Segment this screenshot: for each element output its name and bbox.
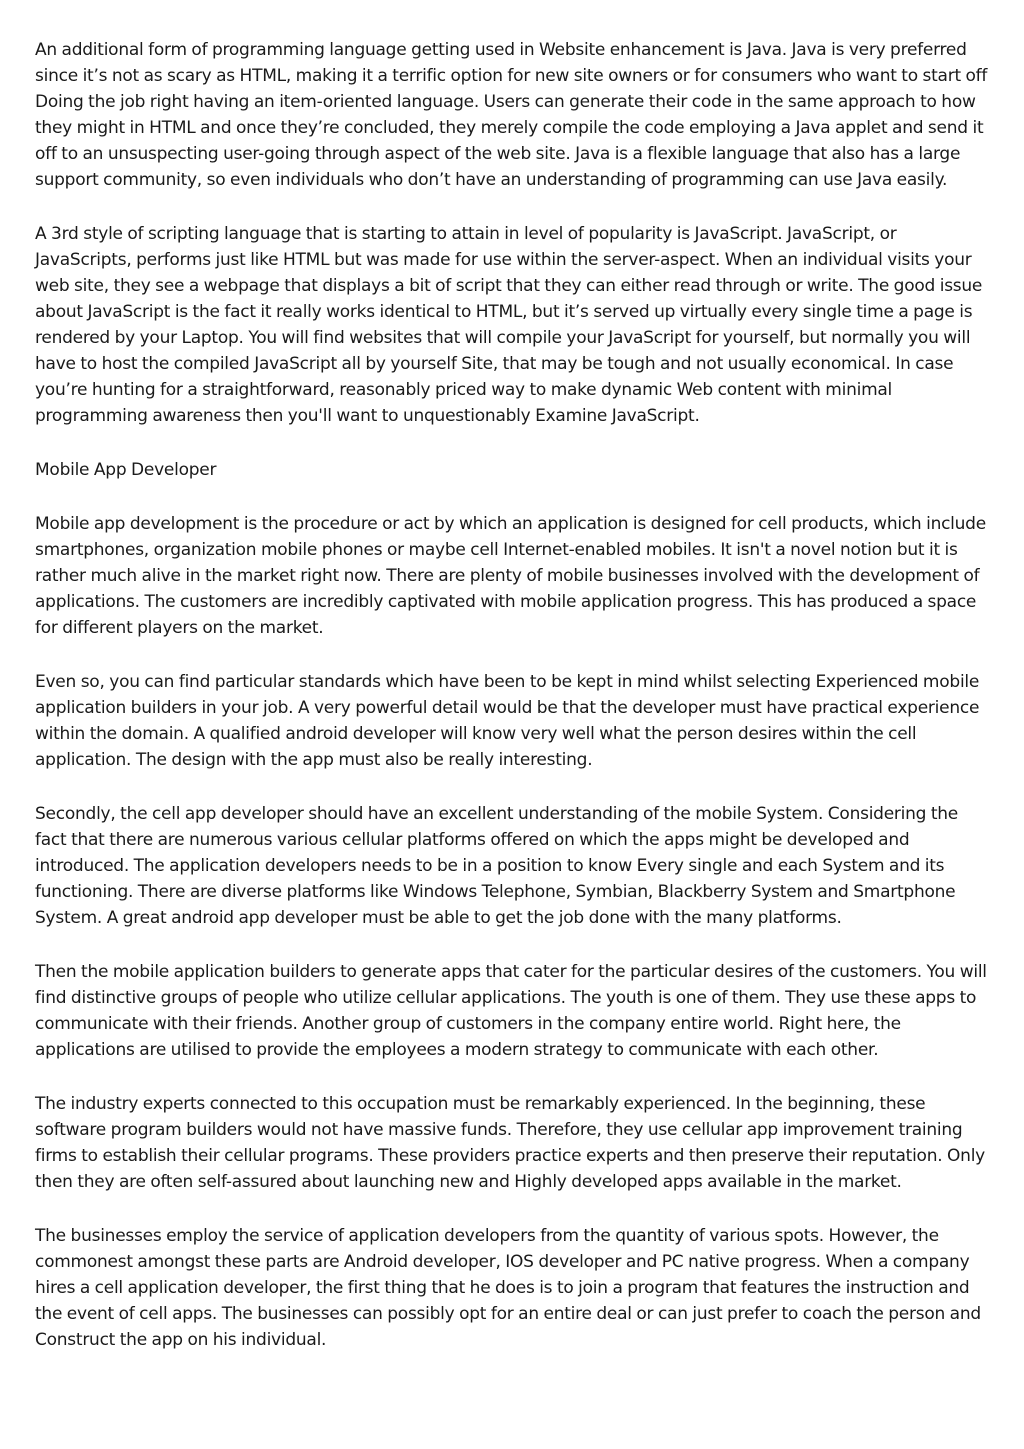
paragraph-java: An additional form of programming language getting used in Website enhancement is Java. Java is very preferred since it’s not as scary as HTML, making it a terrific option for new site owners or for consumers who want to start off Doing the job right having an item-oriented language. Users can generate their code in the same approach to how they might in HTML and once they’re concluded, they merely compile the code employing a Java applet and send it off to an unsuspecting user-going through aspect of the web site. Java is a flexible language that also has a large support community, so even individuals who don’t have an understanding of programming can use Java easily. bbox=[35, 40, 988, 190]
paragraph-businesses: The businesses employ the service of application developers from the quantity of various spots. However, the commonest amongst these parts are Android developer, IOS developer and PC native progress. When a company hires a cell application developer, the first thing that he does is to join a program that features the instruction and the event of cell apps. The businesses can possibly opt for an entire deal or can just prefer to coach the person and Construct the app on his individual. bbox=[35, 1226, 981, 1350]
paragraph-customer-groups: Then the mobile application builders to generate apps that cater for the particular desires of the customers. You will find distinctive groups of people who utilize cellular applications. The youth is one of them. They use these apps to communicate with their friends. Another group of customers in the company entire world. Right here, the applications are utilised to provide the employees a modern strategy to communicate with each other. bbox=[35, 962, 987, 1060]
paragraph-javascript: A 3rd style of scripting language that is starting to attain in level of popularity is JavaScript. JavaScript, or JavaScripts, performs just like HTML but was made for use within the server-aspect. When an individual visits your web site, they see a webpage that displays a bit of script that they can either read through or write. The good issue about JavaScript is the fact it really works identical to HTML, but it’s served up virtually every single time a page is rendered by your Laptop. You will find websites that will compile your JavaScript for yourself, but normally you will have to host the compiled JavaScript all by yourself Site, that may be tough and not usually economical. In case you’re hunting for a straightforward, reasonably priced way to make dynamic Web content with minimal programming awareness then you'll want to unquestionably Examine JavaScript. bbox=[35, 224, 983, 426]
document-body bbox=[35, 37, 993, 1381]
paragraph-mobile-app-development: Mobile app development is the procedure or act by which an application is designed for cell products, which include smartphones, organization mobile phones or maybe cell Internet-enabled mobiles. It isn't a novel notion but it is rather much alive in the market right now. There are plenty of mobile businesses involved with the development of applications. The customers are incredibly captivated with mobile application progress. This has produced a space for different players on the market. bbox=[35, 514, 986, 638]
section-heading-mobile-app-developer: Mobile App Developer bbox=[35, 460, 217, 480]
paragraph-standards: Even so, you can find particular standards which have been to be kept in mind whilst selecting Experienced mobile application builders in your job. A very powerful detail would be that the developer must have practical experience within the domain. A qualified android developer will know very well what the person desires within the cell application. The design with the app must also be really interesting. bbox=[35, 672, 980, 770]
paragraph-industry-experts: The industry experts connected to this occupation must be remarkably experienced. In the beginning, these software program builders would not have massive funds. Therefore, they use cellular app improvement training firms to establish their cellular programs. These providers practice experts and then preserve their reputation. Only then they are often self-assured about launching new and Highly developed apps available in the market. bbox=[35, 1094, 985, 1192]
paragraph-mobile-system: Secondly, the cell app developer should have an excellent understanding of the mobile System. Considering the fact that there are numerous various cellular platforms offered on which the apps might be developed and introduced. The application developers needs to be in a position to know Every single and each System and its functioning. There are diverse platforms like Windows Telephone, Symbian, Blackberry System and Smartphone System. A great android app developer must be able to get the job done with the many platforms. bbox=[35, 804, 959, 928]
